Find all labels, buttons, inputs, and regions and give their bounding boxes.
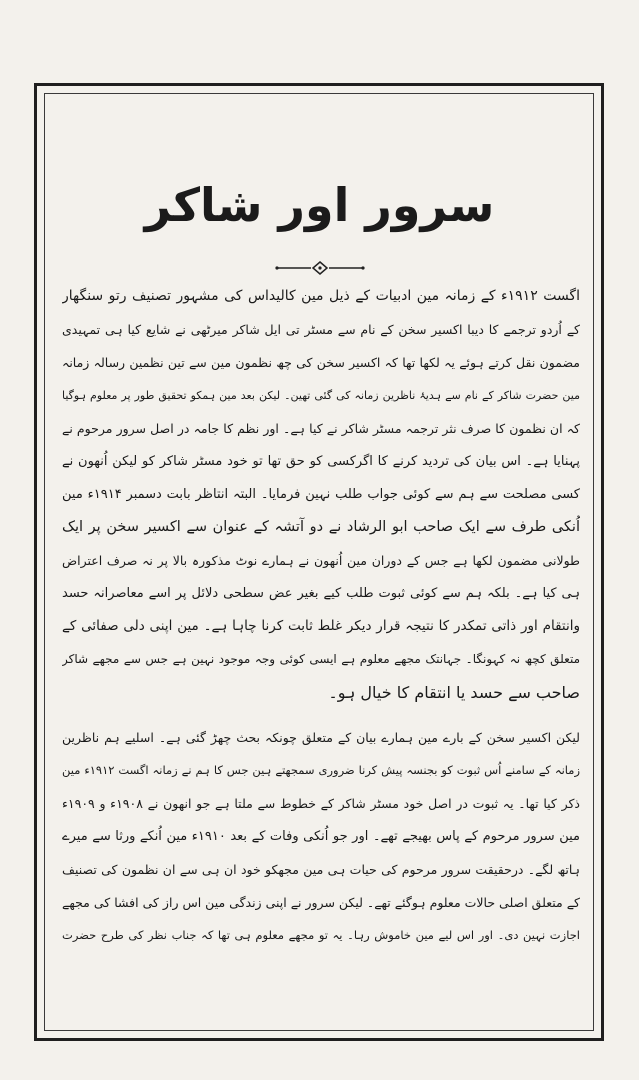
chapter-title: سرور اور شاکر bbox=[144, 178, 495, 232]
article-body bbox=[62, 280, 580, 1020]
text-line: طولانی مضمون لکھا ہے جس کے دوران مین اُنھون نے ہمارے نوٹ مذکورہ بالا پر نہ صرف اعتراض bbox=[62, 553, 580, 568]
text-line: پہنایا ہے۔ اس بیان کی تردید کرنے کا اگرکسی کو حق تھا تو خود مسٹر شاکر کو لیکن اُنھون نے bbox=[62, 454, 580, 469]
ornament-divider-icon bbox=[275, 261, 365, 275]
text-line: کے اُردو ترجمے کا دیبا اکسیر سخن کے نام سے مسٹر تی ایل شاکر میرٹھی نے شایع کیا ہی تمہیدی bbox=[62, 322, 580, 337]
text-line: مین حضرت شاکر کے نام سے ہدیۂ ناظرین زمانہ کی گئی تھین۔ لیکن بعد مین ہمکو تحقیق طور پر معلوم ہوگیا bbox=[62, 389, 580, 402]
text-line: لیکن اکسیر سخن کے بارے مین ہمارے بیان کے متعلق چونکہ بحث چھڑ گئی ہے۔ اسلیے ہم ناظرین bbox=[62, 730, 580, 745]
text-line: کے متعلق اصلی حالات معلوم ہوگئے تھے۔ لیکن سرور نے اپنی زندگی مین اس راز کی افشا کی مجھے bbox=[62, 895, 580, 910]
text-line: متعلق کچھ نہ کہونگا۔ جہانتک مجھے معلوم ہے ایسی کوئی وجہ موجود نہین ہے جس سے مجھے شاکر bbox=[62, 652, 580, 666]
text-line: مین سرور مرحوم کے پاس بھیجے تھے۔ اور جو اُنکی وفات کے بعد ۱۹۱۰ء مین اُنکے ورثا سے میرے bbox=[62, 829, 580, 844]
text-line: کہ ان نظمون کا صرف نثر ترجمہ مسٹر شاکر نے کیا ہے۔ اور نظم کا جامہ در اصل سرور مرحوم نے bbox=[62, 421, 580, 436]
text-line: اگست ۱۹۱۲ء کے زمانہ مین ادبیات کے ذیل مین کالیداس کی مشہور تصنیف رتو سنگھار bbox=[62, 288, 580, 304]
paragraph-1 bbox=[62, 280, 580, 709]
text-line: ہی کیا ہے۔ بلکہ ہم سے کوئی ثبوت طلب کیے بغیر عض سطحی دلائل پر اسے معاصرانہ حسد bbox=[62, 586, 580, 601]
text-line: اجازت نہین دی۔ اور اس لیے مین خاموش رہا۔ یہ تو مجھے معلوم ہی تھا کہ جناب نظر کی طرح حضرت bbox=[62, 928, 580, 942]
text-line: زمانہ کے سامنے اُس ثبوت کو بجنسہ پیش کرنا ضروری سمجھتے ہین جس کا ہم نے زمانہ اگست ۱۹۱۲ء مین bbox=[62, 763, 580, 777]
paragraph-2 bbox=[62, 721, 580, 952]
title-ornament bbox=[0, 258, 639, 278]
text-line: اُنکی طرف سے ایک صاحب ابو الرشاد نے دو آتشہ کے عنوان سے اکسیر سخن پر ایک bbox=[62, 519, 580, 535]
text-line: مضمون نقل کرتے ہوئے یہ لکھا تھا کہ اکسیر سخن کی چھ نظمون مین سے تین نظمین رسالہ زمانہ bbox=[62, 355, 580, 370]
text-line: ذکر کیا تھا۔ یہ ثبوت در اصل خود مسٹر شاکر کے خطوط سے ملتا ہے جو انھون نے ۱۹۰۸ء و ۱۹۰۹ء bbox=[62, 796, 580, 811]
text-line: ہاتھ لگے۔ درحقیقت سرور مرحوم کی حیات ہی مین مجھکو خود ان ہی سے ان نظمون کی تصنیف bbox=[62, 862, 580, 877]
text-line: وانتقام اور ذاتی تمکدر کا نتیجہ قرار دیکر غلط ثابت کرنا چاہا ہے۔ مین اپنی دلی صفائی کے bbox=[62, 618, 580, 634]
text-line: صاحب سے حسد یا انتقام کا خیال ہو۔ bbox=[328, 683, 580, 702]
text-line: کسی مصلحت سے ہم سے کوئی جواب طلب نہین فرمایا۔ البتہ انتاظر بابت دسمبر ۱۹۱۴ء مین bbox=[62, 487, 580, 502]
